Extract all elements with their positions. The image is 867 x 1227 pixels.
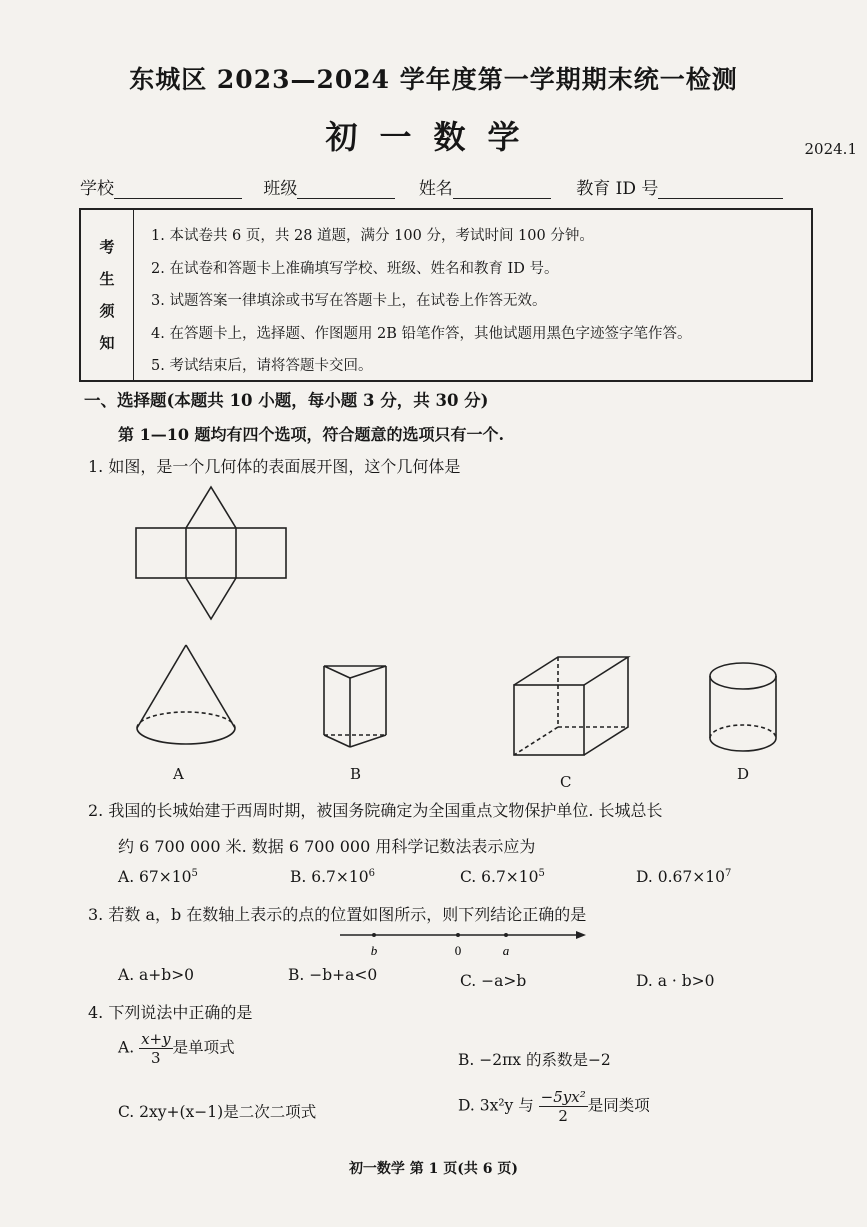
q4-option-d-fraction <box>539 1088 588 1125</box>
question-2-line2: 约 6 700 000 米. 数据 6 700 000 用科学记数法表示应为 <box>118 837 536 856</box>
page-footer: 初一数学 第 1 页(共 6 页) <box>348 1161 519 1177</box>
notice-head-char: 考 <box>99 238 115 256</box>
q2-option-c-text: C. 6.7×10 <box>460 868 539 887</box>
notice-item: 1. 本试卷共 6 页，共 28 道题，满分 100 分，考试时间 100 分钟。 <box>151 228 594 244</box>
q4-option-a-fraction <box>139 1030 173 1067</box>
cone-figure <box>133 642 243 752</box>
option-d-label: D <box>737 765 750 783</box>
q2-option-b-exp: 6 <box>368 868 375 879</box>
q2-option-d-exp: 7 <box>724 868 732 879</box>
student-info-line <box>80 174 783 199</box>
class-label: 班级 <box>263 179 298 199</box>
exam-date: 2024.1 <box>804 140 857 158</box>
q4-option-d-suffix: 是同类项 <box>587 1096 650 1115</box>
fraction-denominator: 2 <box>558 1107 568 1125</box>
name-label: 姓名 <box>418 179 453 199</box>
exam-title: 东城区 2023—2024 学年度第一学期期末统一检测 <box>129 65 738 94</box>
prism-net-figure <box>130 485 290 625</box>
q4-option-a-prefix: A. <box>118 1038 135 1057</box>
option-c-label: C <box>560 773 572 791</box>
axis-label-b: b <box>370 943 378 958</box>
triangular-prism-figure <box>320 662 400 762</box>
q4-option-d-prefix: D. 3x²y 与 <box>458 1096 534 1115</box>
option-b-label: B <box>350 765 362 783</box>
question-4-text: 4. 下列说法中正确的是 <box>88 1003 253 1022</box>
axis-label-a: a <box>502 943 510 958</box>
q4-option-d <box>458 1088 650 1125</box>
notice-head-char: 知 <box>99 334 115 352</box>
q4-option-c: C. 2xy+(x−1)是二次二项式 <box>118 1103 317 1121</box>
q3-option-b: B. −b+a<0 <box>288 966 378 984</box>
cube-figure <box>510 655 635 765</box>
q2-option-c-exp: 5 <box>538 868 545 879</box>
notice-head-char: 须 <box>99 302 115 320</box>
notice-items <box>151 220 692 383</box>
q2-option-a-exp: 5 <box>191 868 198 879</box>
question-1-text: 1. 如图，是一个几何体的表面展开图，这个几何体是 <box>88 457 461 476</box>
notice-item: 3. 试题答案一律填涂或书写在答题卡上，在试卷上作答无效。 <box>151 293 547 309</box>
q4-option-a <box>118 1030 235 1067</box>
q3-option-a: A. a+b>0 <box>118 966 195 984</box>
fraction-numerator: −5yx² <box>540 1088 586 1106</box>
section-title: 一、选择题(本题共 10 小题，每小题 3 分，共 30 分) <box>84 391 489 410</box>
q2-option-d <box>636 868 731 886</box>
q2-option-d-text: D. 0.67×10 <box>636 868 725 887</box>
q2-option-b <box>290 868 375 886</box>
notice-head-char: 生 <box>99 270 115 288</box>
axis-label-zero: 0 <box>454 943 462 958</box>
q2-option-c <box>460 868 545 886</box>
fraction-numerator: x+y <box>141 1030 171 1048</box>
subject-title: 初一数学 <box>325 118 542 156</box>
notice-item: 4. 在答题卡上，选择题、作图题用 2B 铅笔作答，其他试题用黑色字迹签字笔作答。 <box>151 325 692 342</box>
notice-item: 2. 在试卷和答题卡上准确填写学校、班级、姓名和教育 ID 号。 <box>151 260 559 277</box>
notice-heading <box>81 210 134 380</box>
fraction-denominator: 3 <box>151 1049 161 1067</box>
candidate-notice-box <box>79 208 813 382</box>
edu-id-label: 教育 ID 号 <box>576 179 659 199</box>
school-label: 学校 <box>80 179 114 199</box>
question-2-line1: 2. 我国的长城始建于西周时期，被国务院确定为全国重点文物保护单位. 长城总长 <box>88 801 663 820</box>
q2-option-b-text: B. 6.7×10 <box>290 868 369 887</box>
name-field <box>453 178 551 199</box>
q3-option-c: C. −a>b <box>460 972 527 990</box>
notice-item: 5. 考试结束后，请将答题卡交回。 <box>151 358 373 374</box>
q3-option-d: D. a · b>0 <box>636 972 715 990</box>
section-instruction: 第 1—10 题均有四个选项，符合题意的选项只有一个. <box>118 425 505 444</box>
q4-option-a-suffix: 是单项式 <box>172 1038 235 1057</box>
q2-option-a <box>118 868 198 886</box>
school-field <box>114 178 242 199</box>
class-field <box>297 178 395 199</box>
cylinder-figure <box>706 660 786 760</box>
number-line-figure <box>338 925 593 965</box>
option-a-label: A <box>173 765 184 783</box>
edu-id-field <box>658 178 783 199</box>
question-3-text: 3. 若数 a，b 在数轴上表示的点的位置如图所示，则下列结论正确的是 <box>88 905 587 924</box>
q2-option-a-text: A. 67×10 <box>118 868 192 887</box>
q4-option-b: B. −2πx 的系数是−2 <box>458 1051 611 1069</box>
